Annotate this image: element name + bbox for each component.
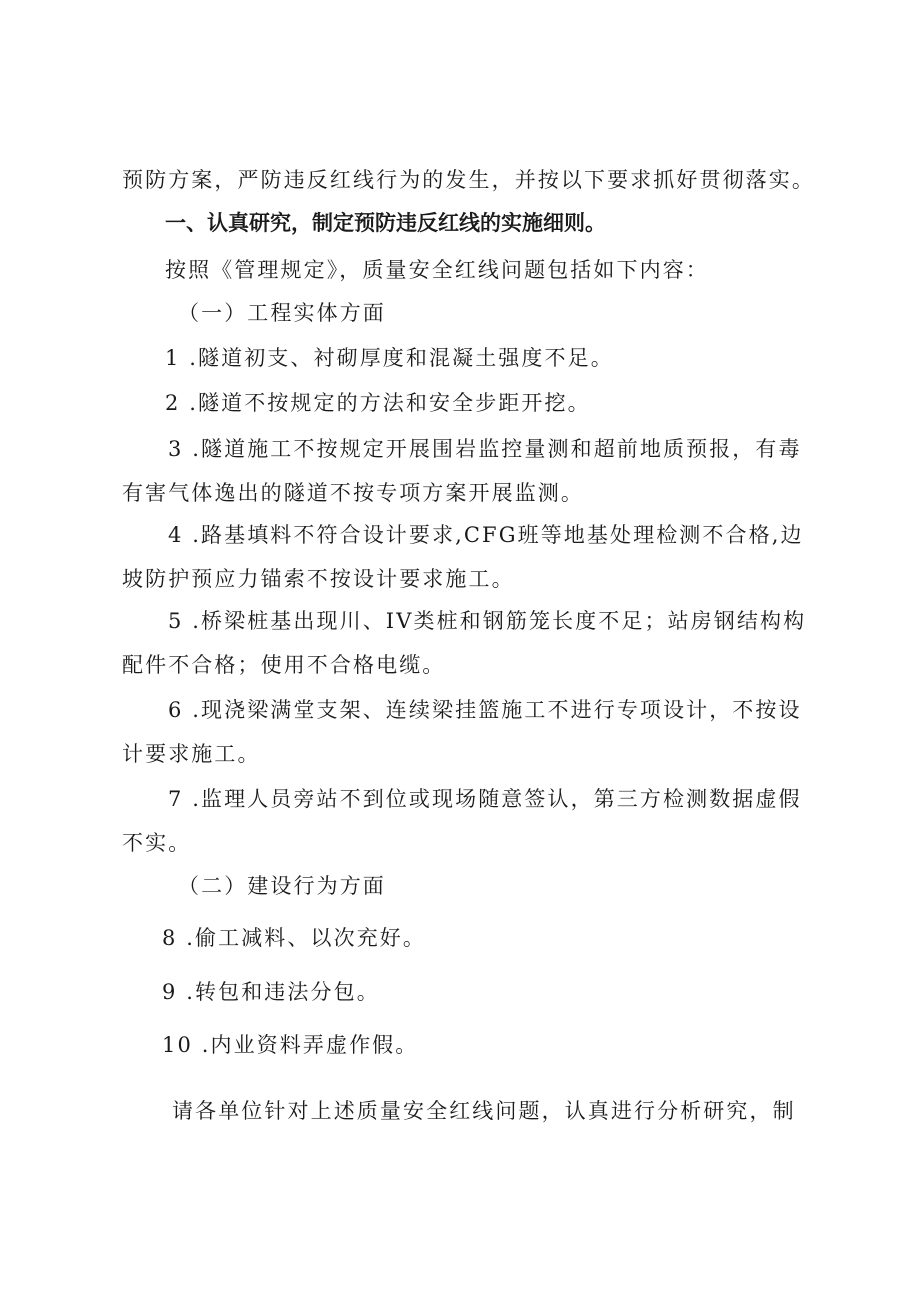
- list-item-4-line-2: 坡防护预应力锚索不按设计要求施工。: [122, 567, 515, 591]
- list-item-5-line-1: 5 .桥梁桩基出现川、IV类桩和钢筋笼长度不足；站房钢结构构: [168, 609, 807, 633]
- list-item-7-line-2: 不实。: [122, 831, 192, 855]
- subsection-heading-conduct: （二）建设行为方面: [178, 874, 386, 898]
- list-item-8: 8 .偷工减料、以次充好。: [162, 926, 427, 950]
- intro-line: 预防方案，严防违反红线行为的发生，并按以下要求抓好贯彻落实。: [122, 168, 815, 192]
- list-item-6-line-2: 计要求施工。: [122, 742, 261, 766]
- list-item-9: 9 .转包和违法分包。: [162, 980, 380, 1004]
- list-item-3-line-1: 3 .隧道施工不按规定开展围岩监控量测和超前地质预报，有毒: [168, 437, 802, 461]
- section-heading: 一、认真研究，制定预防违反红线的实施细则。: [165, 211, 606, 235]
- closing-paragraph: 请各单位针对上述质量安全红线问题，认真进行分析研究，制: [172, 1099, 796, 1123]
- list-item-6-line-1: 6 .现浇梁满堂支架、连续梁挂篮施工不进行专项设计，不按设: [168, 698, 802, 722]
- list-item-1: 1 .隧道初支、衬砌厚度和混凝土强度不足。: [165, 346, 614, 370]
- lead-paragraph: 按照《管理规定》，质量安全红线问题包括如下内容：: [165, 258, 709, 282]
- list-item-3-line-2: 有害气体逸出的隧道不按专项方案开展监测。: [122, 481, 584, 505]
- list-item-4-line-1: 4 .路基填料不符合设计要求,CFG班等地基处理检测不合格,边: [168, 523, 804, 547]
- list-item-10: 10 .内业资料弄虚作假。: [162, 1033, 419, 1057]
- list-item-7-line-1: 7 .监理人员旁站不到位或现场随意签认，第三方检测数据虚假: [168, 787, 802, 811]
- subsection-heading-engineering: （一）工程实体方面: [178, 301, 386, 325]
- list-item-5-line-2: 配件不合格；使用不合格电缆。: [122, 653, 446, 677]
- list-item-2: 2 .隧道不按规定的方法和安全步距开挖。: [165, 391, 591, 415]
